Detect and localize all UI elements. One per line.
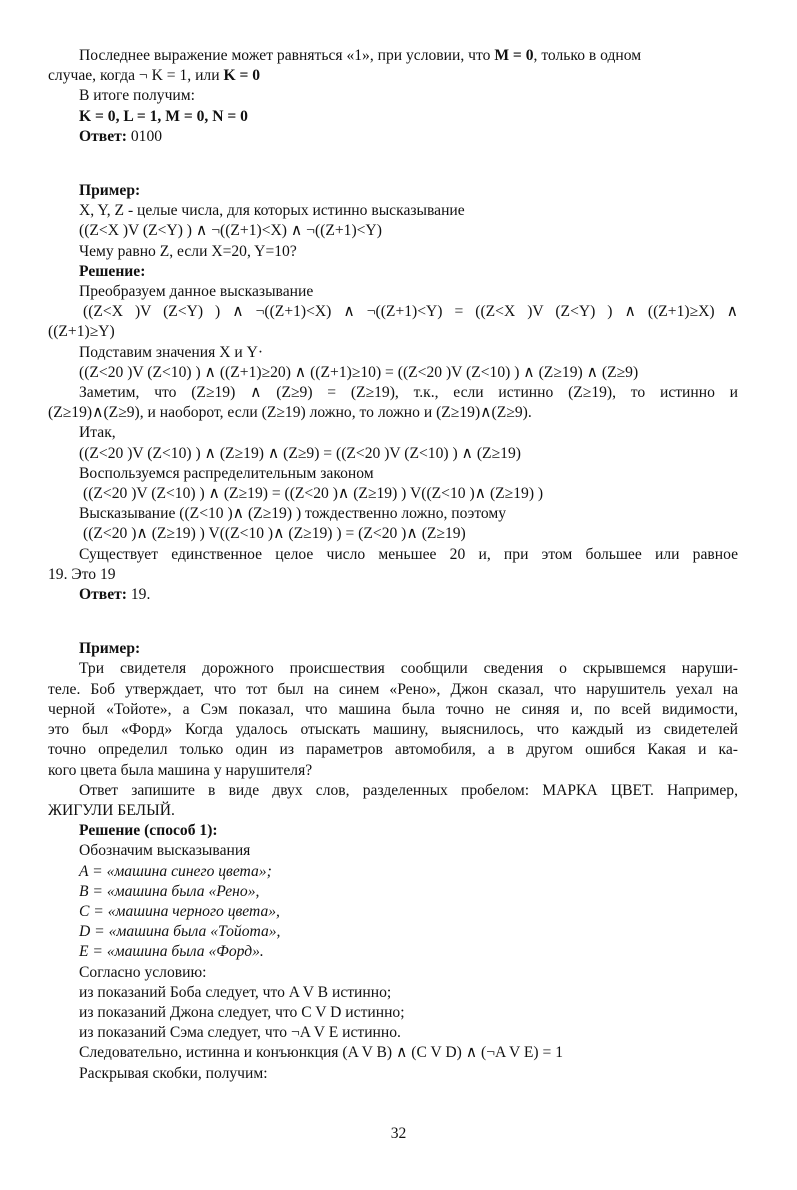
page-body (48, 46, 738, 1084)
formula-line: ((Z<X )V (Z<Y) ) ∧ ¬((Z+1)<X) ∧ ¬((Z+1)<Y) = ((Z<X )V (Z<Y) ) ∧ ((Z+1)≥X) ∧ (83, 303, 738, 321)
text-line: это был «Форд» Когда удалось отыскать машину, выяснилось, что каждый из свидетелей (48, 721, 738, 739)
solution-heading: Решение (способ 1): (79, 822, 218, 840)
text-line: Согласно условию: (79, 963, 207, 981)
formula-line: ((Z<20 )V (Z<10) ) ∧ (Z≥19) = ((Z<20 )∧ (Z≥19) ) V((Z<10 )∧ (Z≥19) ) (83, 485, 544, 503)
formula-line: ((Z<20 )V (Z<10) ) ∧ (Z≥19) ∧ (Z≥9) = ((Z<20 )V (Z<10) ) ∧ (Z≥19) (79, 444, 521, 462)
text-line: В итоге получим: (79, 87, 195, 105)
text-line: Преобразуем данное высказывание (79, 283, 314, 301)
text-line: Последнее выражение может равняться «1», при условии, что M = 0, только в одном (79, 47, 642, 64)
answer-line: Ответ: 19. (79, 586, 151, 604)
formula-line: Следовательно, истинна и конъюнкция (A V B) ∧ (C V D) ∧ (¬A V E) = 1 (79, 1044, 564, 1062)
text-line: Раскрывая скобки, получим: (79, 1064, 268, 1082)
text-line: Итак, (79, 424, 116, 442)
text-line: из показаний Боба следует, что A V B истинно; (79, 983, 392, 1001)
text-line: Подставим значения X и Y· (79, 343, 264, 361)
text-line: ЖИГУЛИ БЕЛЫЙ. (48, 801, 175, 819)
text-line: теле. Боб утверждает, что тот был на синем «Рено», Джон сказал, что нарушитель уехал на (48, 680, 738, 698)
solution-heading: Решение: (79, 262, 146, 280)
text-line: случае, когда ¬ K = 1, или K = 0 (48, 67, 261, 85)
formula-line: ((Z<X )V (Z<Y) ) ∧ ¬((Z+1)<X) ∧ ¬((Z+1)<Y) (79, 222, 382, 240)
text-line: точно определил только один из параметров автомобиля, а в другом ошибся Какая и ка- (48, 741, 738, 759)
text-line: Существует единственное целое число меньшее 20 и, при этом большее или равное (79, 545, 738, 563)
page-number: 32 (390, 1125, 407, 1142)
formula-line: ((Z<20 )∧ (Z≥19) ) V((Z<10 )∧ (Z≥19) ) = (Z<20 )∧ (Z≥19) (83, 525, 466, 543)
statement-c: C = «машина черного цвета», (79, 902, 280, 920)
text-line: черной «Тойоте», а Сэм показал, что машина была точно не синяя и, по всей видимости, (48, 700, 738, 718)
text-line: Три свидетеля дорожного происшествия сообщили сведения о скрывшемся наруши- (79, 660, 738, 678)
text-line: Заметим, что (Z≥19) ∧ (Z≥9) = (Z≥19), т.к., если истинно (Z≥19), то истинно и (79, 384, 738, 402)
text-line: 19. Это 19 (48, 565, 116, 583)
text-line: Ответ запишите в виде двух слов, разделенных пробелом: МАРКА ЦВЕТ. Например, (79, 781, 738, 799)
statement-d: D = «машина была «Тойота», (79, 923, 281, 941)
text-line: Высказывание ((Z<10 )∧ (Z≥19) ) тождественно ложно, поэтому (79, 505, 507, 523)
answer-line: Ответ: 0100 (79, 127, 163, 145)
statement-a: A = «машина синего цвета»; (79, 862, 272, 880)
example-heading: Пример: (79, 182, 141, 200)
result-line: K = 0, L = 1, M = 0, N = 0 (79, 107, 248, 125)
text-line: из показаний Джона следует, что C V D истинно; (79, 1003, 405, 1021)
example-heading: Пример: (79, 640, 141, 658)
statement-b: B = «машина была «Рено», (79, 882, 260, 900)
text-line: Чему равно Z, если X=20, Y=10? (79, 242, 297, 260)
text-line: (Z≥19)∧(Z≥9), и наоборот, если (Z≥19) ложно, то ложно и (Z≥19)∧(Z≥9). (48, 404, 532, 422)
text-line: Обозначим высказывания (79, 842, 251, 860)
text-line: Воспользуемся распределительным законом (79, 464, 374, 482)
statement-e: E = «машина была «Форд». (79, 943, 264, 961)
text-line: X, Y, Z - целые числа, для которых истинно высказывание (79, 202, 465, 220)
formula-line: ((Z+1)≥Y) (48, 323, 115, 341)
text-line: из показаний Сэма следует, что ¬A V E истинно. (79, 1024, 401, 1042)
text-line: кого цвета была машина у нарушителя? (48, 761, 313, 779)
formula-line: ((Z<20 )V (Z<10) ) ∧ ((Z+1)≥20) ∧ ((Z+1)≥10) = ((Z<20 )V (Z<10) ) ∧ (Z≥19) ∧ (Z≥9) (79, 363, 639, 381)
